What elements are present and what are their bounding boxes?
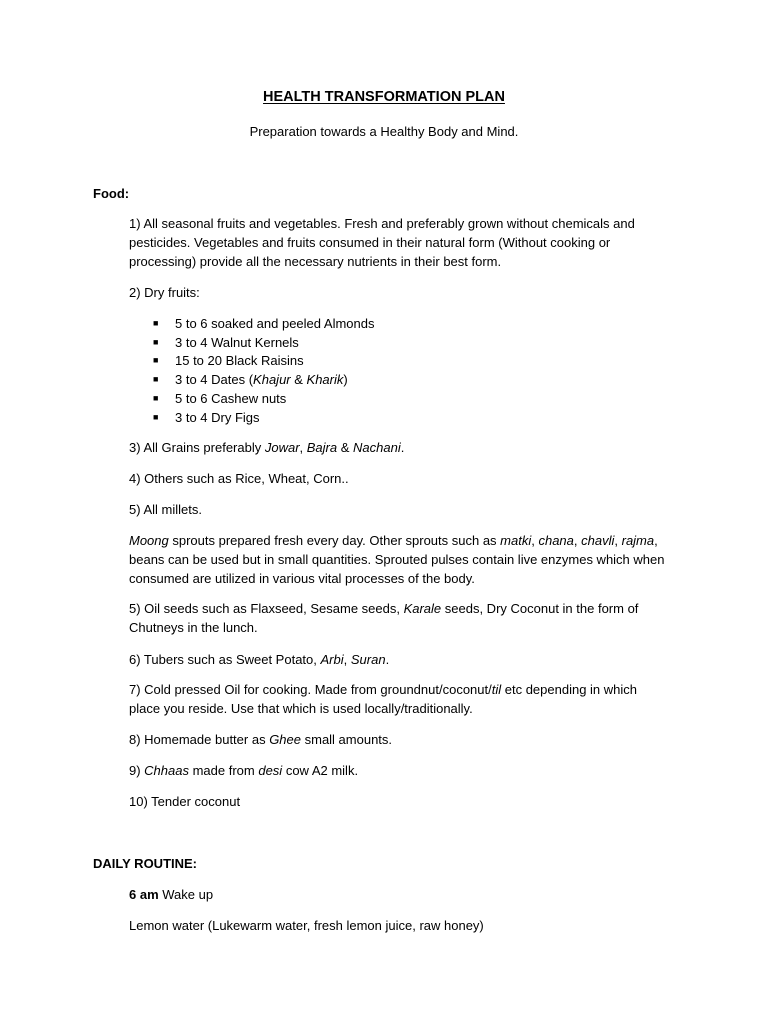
butter-item: 8) Homemade butter as Ghee small amounts. (129, 732, 393, 747)
page-title: HEALTH TRANSFORMATION PLAN (263, 89, 505, 105)
list-item: 5 to 6 Cashew nuts (175, 391, 287, 406)
bullet-icon: ■ (153, 337, 159, 347)
list-item: 5 to 6 soaked and peeled Almonds (175, 316, 375, 331)
food-item-1-line-3: processing) provide all the necessary nutrients in their best form. (129, 254, 502, 269)
list-item: 3 to 4 Walnut Kernels (175, 335, 299, 350)
bullet-icon: ■ (153, 374, 159, 384)
food-item-3: 3) All Grains preferably Jowar, Bajra & Nachani. (129, 440, 405, 455)
moong-line-1: Moong sprouts prepared fresh every day. Other sprouts such as matki, chana, chavli, rajma, (129, 533, 658, 548)
daily-routine-heading: DAILY ROUTINE: (93, 856, 198, 871)
cold-pressed-oil-line-2: place you reside. Use that which is used locally/traditionally. (129, 701, 473, 716)
food-item-1-line-2: pesticides. Vegetables and fruits consumed in their natural form (Without cooking or (129, 235, 611, 250)
list-item: 3 to 4 Dates (Khajur & Kharik) (175, 372, 348, 387)
lemon-water-item: Lemon water (Lukewarm water, fresh lemon juice, raw honey) (129, 918, 484, 933)
tubers-item: 6) Tubers such as Sweet Potato, Arbi, Suran. (129, 652, 390, 667)
bullet-icon: ■ (153, 393, 159, 403)
oil-seeds-line-2: Chutneys in the lunch. (129, 620, 258, 635)
food-item-2-label: 2) Dry fruits: (129, 285, 200, 300)
moong-line-2: beans can be used but in small quantities. Sprouted pulses contain live enzymes which when (129, 552, 665, 567)
tender-coconut-item: 10) Tender coconut (129, 794, 241, 809)
bullet-icon: ■ (153, 412, 159, 422)
chhaas-item: 9) Chhaas made from desi cow A2 milk. (129, 763, 359, 778)
food-heading: Food: (93, 186, 130, 201)
oil-seeds-line-1: 5) Oil seeds such as Flaxseed, Sesame seeds, Karale seeds, Dry Coconut in the form of (129, 601, 639, 616)
food-item-1-line-1: 1) All seasonal fruits and vegetables. Fresh and preferably grown without chemicals and (129, 216, 635, 231)
bullet-icon: ■ (153, 318, 159, 328)
cold-pressed-oil-line-1: 7) Cold pressed Oil for cooking. Made from groundnut/coconut/til etc depending in which (129, 682, 638, 697)
list-item: 15 to 20 Black Raisins (175, 353, 304, 368)
list-item: 3 to 4 Dry Figs (175, 410, 260, 425)
food-item-4: 4) Others such as Rice, Wheat, Corn.. (129, 471, 349, 486)
page-subtitle: Preparation towards a Healthy Body and Mind. (249, 124, 519, 139)
food-item-5: 5) All millets. (129, 502, 202, 517)
moong-line-3: consumed are utilized in various vital processes of the body. (129, 571, 475, 586)
wake-up-item: 6 am Wake up (129, 887, 214, 902)
bullet-icon: ■ (153, 355, 159, 365)
